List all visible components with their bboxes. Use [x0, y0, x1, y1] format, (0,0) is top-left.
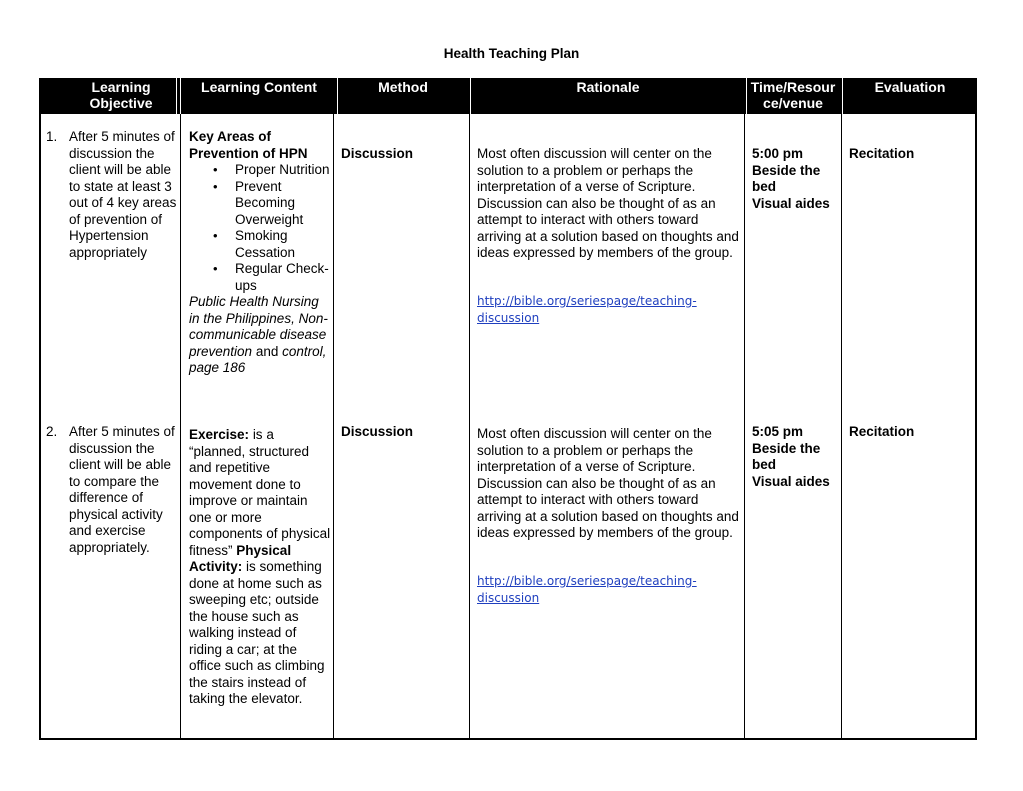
header-learning-content: Learning Content [201, 79, 317, 95]
list-item: • Regular Check-ups [189, 261, 331, 294]
learning-objective: After 5 minutes of discussion the client will be able to compare the difference of physical activity and exercise appropriately. [69, 424, 175, 555]
header-evaluation: Evaluation [874, 79, 946, 95]
activity-term: Physical Activity: [189, 542, 292, 574]
learning-content [189, 427, 331, 708]
venue: Beside the bed [752, 162, 821, 194]
header-rationale: Rationale [576, 79, 640, 95]
list-item: • Prevent Becoming Overweight [189, 179, 331, 229]
content-heading: Key Areas of Prevention of HPN [189, 129, 308, 161]
evaluation: Recitation [849, 146, 915, 161]
rationale: Most often discussion will center on the solution to a problem or perhaps the interpretation of a verse of Scripture. Discussion can also be thought of as an attempt to interact with others toward arriving at a solution based on thoughts and ideas expressed by members of the group. [477, 146, 739, 260]
list-item: • Proper Nutrition [189, 162, 331, 179]
rationale-link[interactable]: http://bible.org/seriespage/teaching-discussion [477, 574, 697, 605]
rationale: Most often discussion will center on the solution to a problem or perhaps the interpretation of a verse of Scripture. Discussion can also be thought of as an attempt to interact with others toward arriving at a solution based on thoughts and ideas expressed by members of the group. [477, 426, 739, 540]
method: Discussion [341, 146, 414, 161]
document-title: Health Teaching Plan [443, 46, 580, 61]
table-header [41, 78, 975, 114]
activity-definition: is something done at home such as sweeping etc; outside the house such as walking instead of riding a car; at the office such as climbing the stairs instead of taking the elevator. [189, 559, 325, 706]
reference [189, 294, 331, 377]
header-time-resource-venue: Time/Resource/venue [750, 79, 836, 111]
evaluation: Recitation [849, 424, 915, 439]
time-venue [752, 424, 840, 490]
venue: Beside the bed [752, 440, 821, 472]
time: 5:00 pm [752, 146, 804, 161]
teaching-plan-table [39, 78, 977, 740]
header-learning-objective: Learning Objective [89, 79, 153, 111]
resource: Visual aides [752, 195, 830, 211]
time: 5:05 pm [752, 424, 804, 439]
exercise-term: Exercise: [189, 427, 250, 442]
row-number: 1. [46, 129, 58, 144]
content-list [189, 162, 331, 294]
reference-and: and [255, 343, 279, 359]
method: Discussion [341, 424, 414, 439]
header-method: Method [378, 79, 428, 95]
reference-page: control, page 186 [189, 343, 327, 375]
exercise-definition: is a “planned, structured and repetitive movement done to improve or maintain one or more components of physical fitness” [189, 427, 331, 558]
learning-content [189, 129, 331, 377]
resource: Visual aides [752, 473, 830, 489]
list-item: • Smoking Cessation [189, 228, 331, 261]
time-venue [752, 146, 840, 212]
rationale-link[interactable]: http://bible.org/seriespage/teaching-discussion [477, 294, 697, 325]
learning-objective: After 5 minutes of discussion the client will be able to state at least 3 out of 4 key areas of prevention of Hypertension appropriately [69, 129, 177, 260]
reference-title: Public Health Nursing in the Philippines, Non-communicable disease prevention [189, 294, 328, 359]
row-number: 2. [46, 424, 58, 439]
